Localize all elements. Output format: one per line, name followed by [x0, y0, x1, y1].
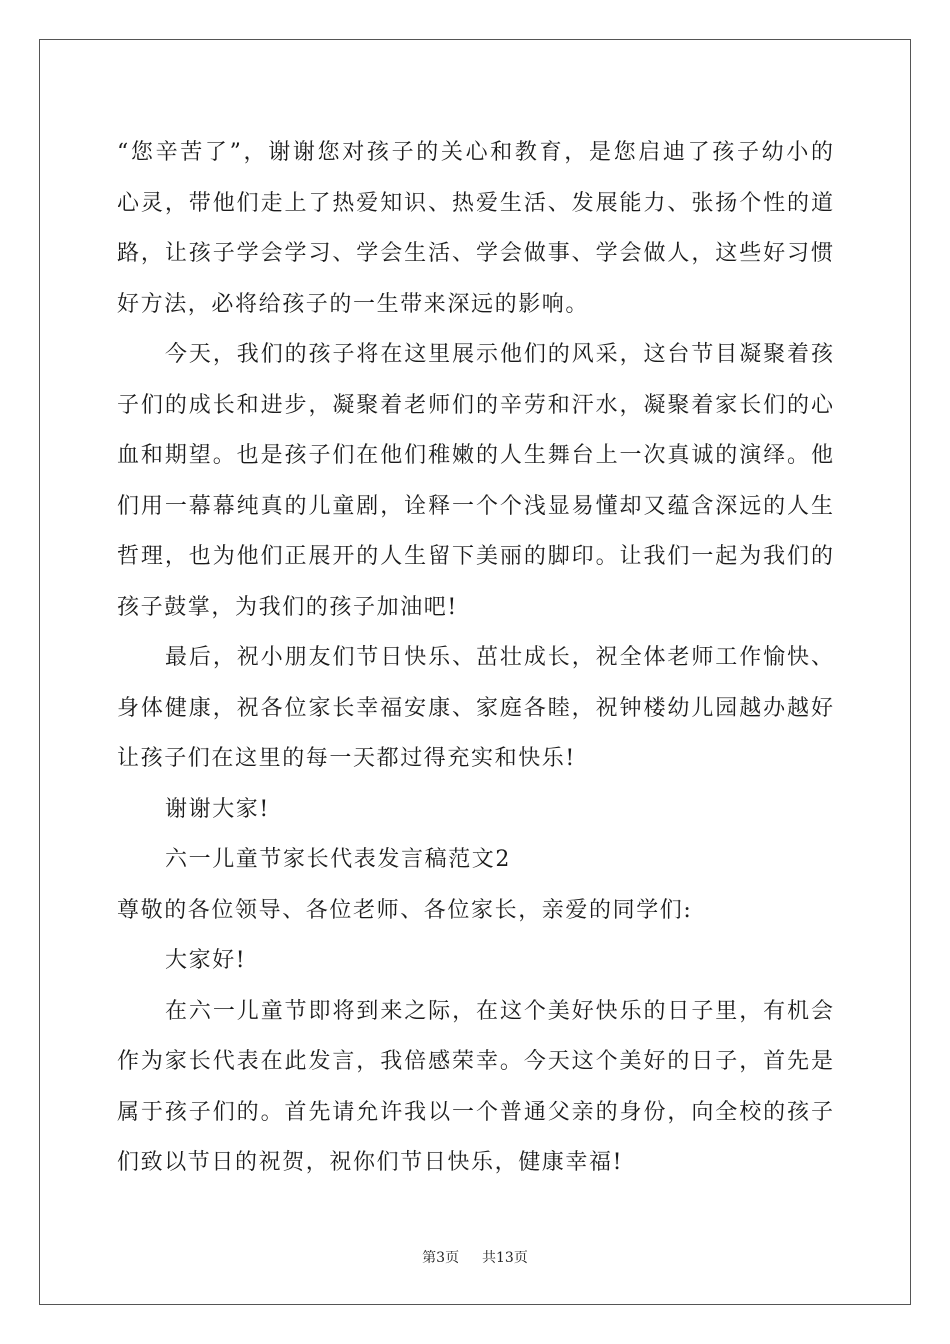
text-line: 们致以节日的祝贺，祝你们节日快乐，健康幸福! — [117, 1150, 624, 1175]
greeting: 大家好! — [165, 948, 247, 973]
text-line: 心灵，带他们走上了热爱知识、热爱生活、发展能力、张扬个性的道 — [117, 190, 833, 216]
text-line: 今天，我们的孩子将在这里展示他们的风采，这台节目凝聚着孩 — [165, 342, 833, 367]
text-line: 们用一幕幕纯真的儿童剧，诠释一个个浅显易懂却又蕴含深远的人生 — [117, 493, 833, 519]
text-line: “您辛苦了”，谢谢您对孩子的关心和教育，是您启迪了孩子幼小的 — [117, 140, 833, 165]
text-line: 子们的成长和进步，凝聚着老师们的辛劳和汗水，凝聚着家长们的心 — [117, 392, 833, 418]
text-line: 路，让孩子学会学习、学会生活、学会做事、学会做人，这些好习惯 — [117, 241, 833, 266]
text-line: 哲理，也为他们正展开的人生留下美丽的脚印。让我们一起为我们的 — [117, 544, 833, 569]
text-line: 在六一儿童节即将到来之际，在这个美好快乐的日子里，有机会 — [165, 998, 833, 1024]
section-heading: 六一儿童节家长代表发言稿范文2 — [165, 847, 511, 872]
page-number: 第3页 — [422, 1250, 460, 1266]
page-total: 共13页 — [482, 1250, 528, 1266]
text-line: 孩子鼓掌，为我们的孩子加油吧! — [117, 594, 458, 620]
salutation: 尊敬的各位领导、各位老师、各位家长，亲爱的同学们: — [117, 897, 693, 923]
text-line: 最后，祝小朋友们节日快乐、茁壮成长，祝全体老师工作愉快、 — [165, 645, 833, 670]
text-line: 好方法，必将给孩子的一生带来深远的影响。 — [117, 291, 590, 317]
text-line: 作为家长代表在此发言，我倍感荣幸。今天这个美好的日子，首先是 — [117, 1049, 833, 1074]
page-footer — [0, 1247, 950, 1267]
text-line: 身体健康，祝各位家长幸福安康、家庭各睦，祝钟楼幼儿园越办越好 — [117, 695, 833, 721]
text-line: 让孩子们在这里的每一天都过得充实和快乐! — [117, 746, 576, 771]
text-line: 血和期望。也是孩子们在他们稚嫩的人生舞台上一次真诚的演绎。他 — [117, 443, 833, 468]
document-body — [117, 128, 833, 1189]
closing-line: 谢谢大家! — [165, 796, 270, 822]
text-line: 属于孩子们的。首先请允许我以一个普通父亲的身份，向全校的孩子 — [117, 1099, 833, 1125]
